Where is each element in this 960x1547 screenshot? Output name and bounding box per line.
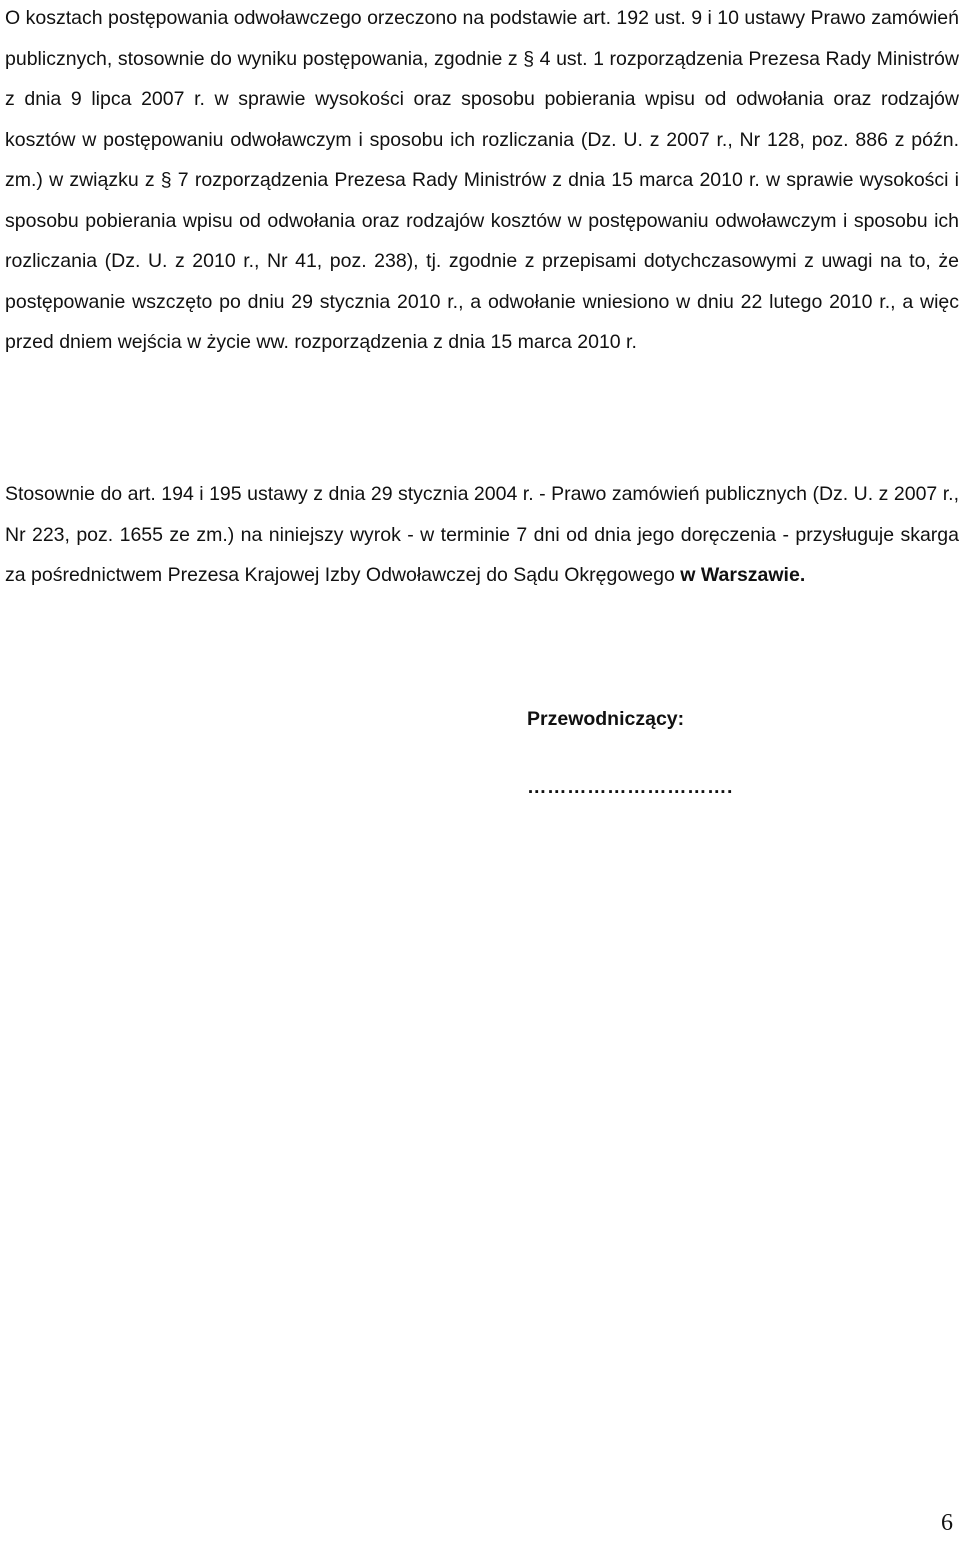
appeal-instruction-paragraph: [5, 474, 959, 596]
court-location-text: w Warszawie.: [680, 564, 806, 586]
chairperson-label: Przewodniczący:: [527, 708, 685, 730]
cost-ruling-paragraph: O kosztach postępowania odwoławczego orzeczono na podstawie art. 192 ust. 9 i 10 ustawy Prawo zamówień publicznych, stosownie do wyniku postępowania, zgodnie z § 4 ust. 1 rozporządzenia Prezesa Rady Ministrów z dnia 9 lipca 2007 r. w sprawie wysokości oraz sposobu pobierania wpisu od odwołania oraz rodzajów kosztów w postępowaniu odwoławczym i sposobu ich rozliczania (Dz. U. z 2007 r., Nr 128, poz. 886 z późn. zm.) w związku z § 7 rozporządzenia Prezesa Rady Ministrów z dnia 15 marca 2010 r. w sprawie wysokości i sposobu pobierania wpisu od odwołania oraz rodzajów kosztów w postępowaniu odwoławczym i sposobu ich rozliczania (Dz. U. z 2010 r., Nr 41, poz. 238), tj. zgodnie z przepisami dotychczasowymi z uwagi na to, że postępowanie wszczęto po dniu 29 stycznia 2010 r., a odwołanie wniesiono w dniu 22 lutego 2010 r., a więc przed dniem wejścia w życie ww. rozporządzenia z dnia 15 marca 2010 r.: [5, 7, 959, 353]
appeal-instruction-text: Stosownie do art. 194 i 195 ustawy z dnia 29 stycznia 2004 r. - Prawo zamówień publicznych (Dz. U. z 2007 r., Nr 223, poz. 1655 ze zm.) na niniejszy wyrok - w terminie 7 dni od dnia jego doręczenia - przysługuje skarga za pośrednictwem Prezesa Krajowej Izby Odwoławczej do Sądu Okręgowego: [5, 483, 959, 586]
signature-line: ………………………….: [527, 776, 733, 798]
page-number: 6: [941, 1510, 953, 1536]
